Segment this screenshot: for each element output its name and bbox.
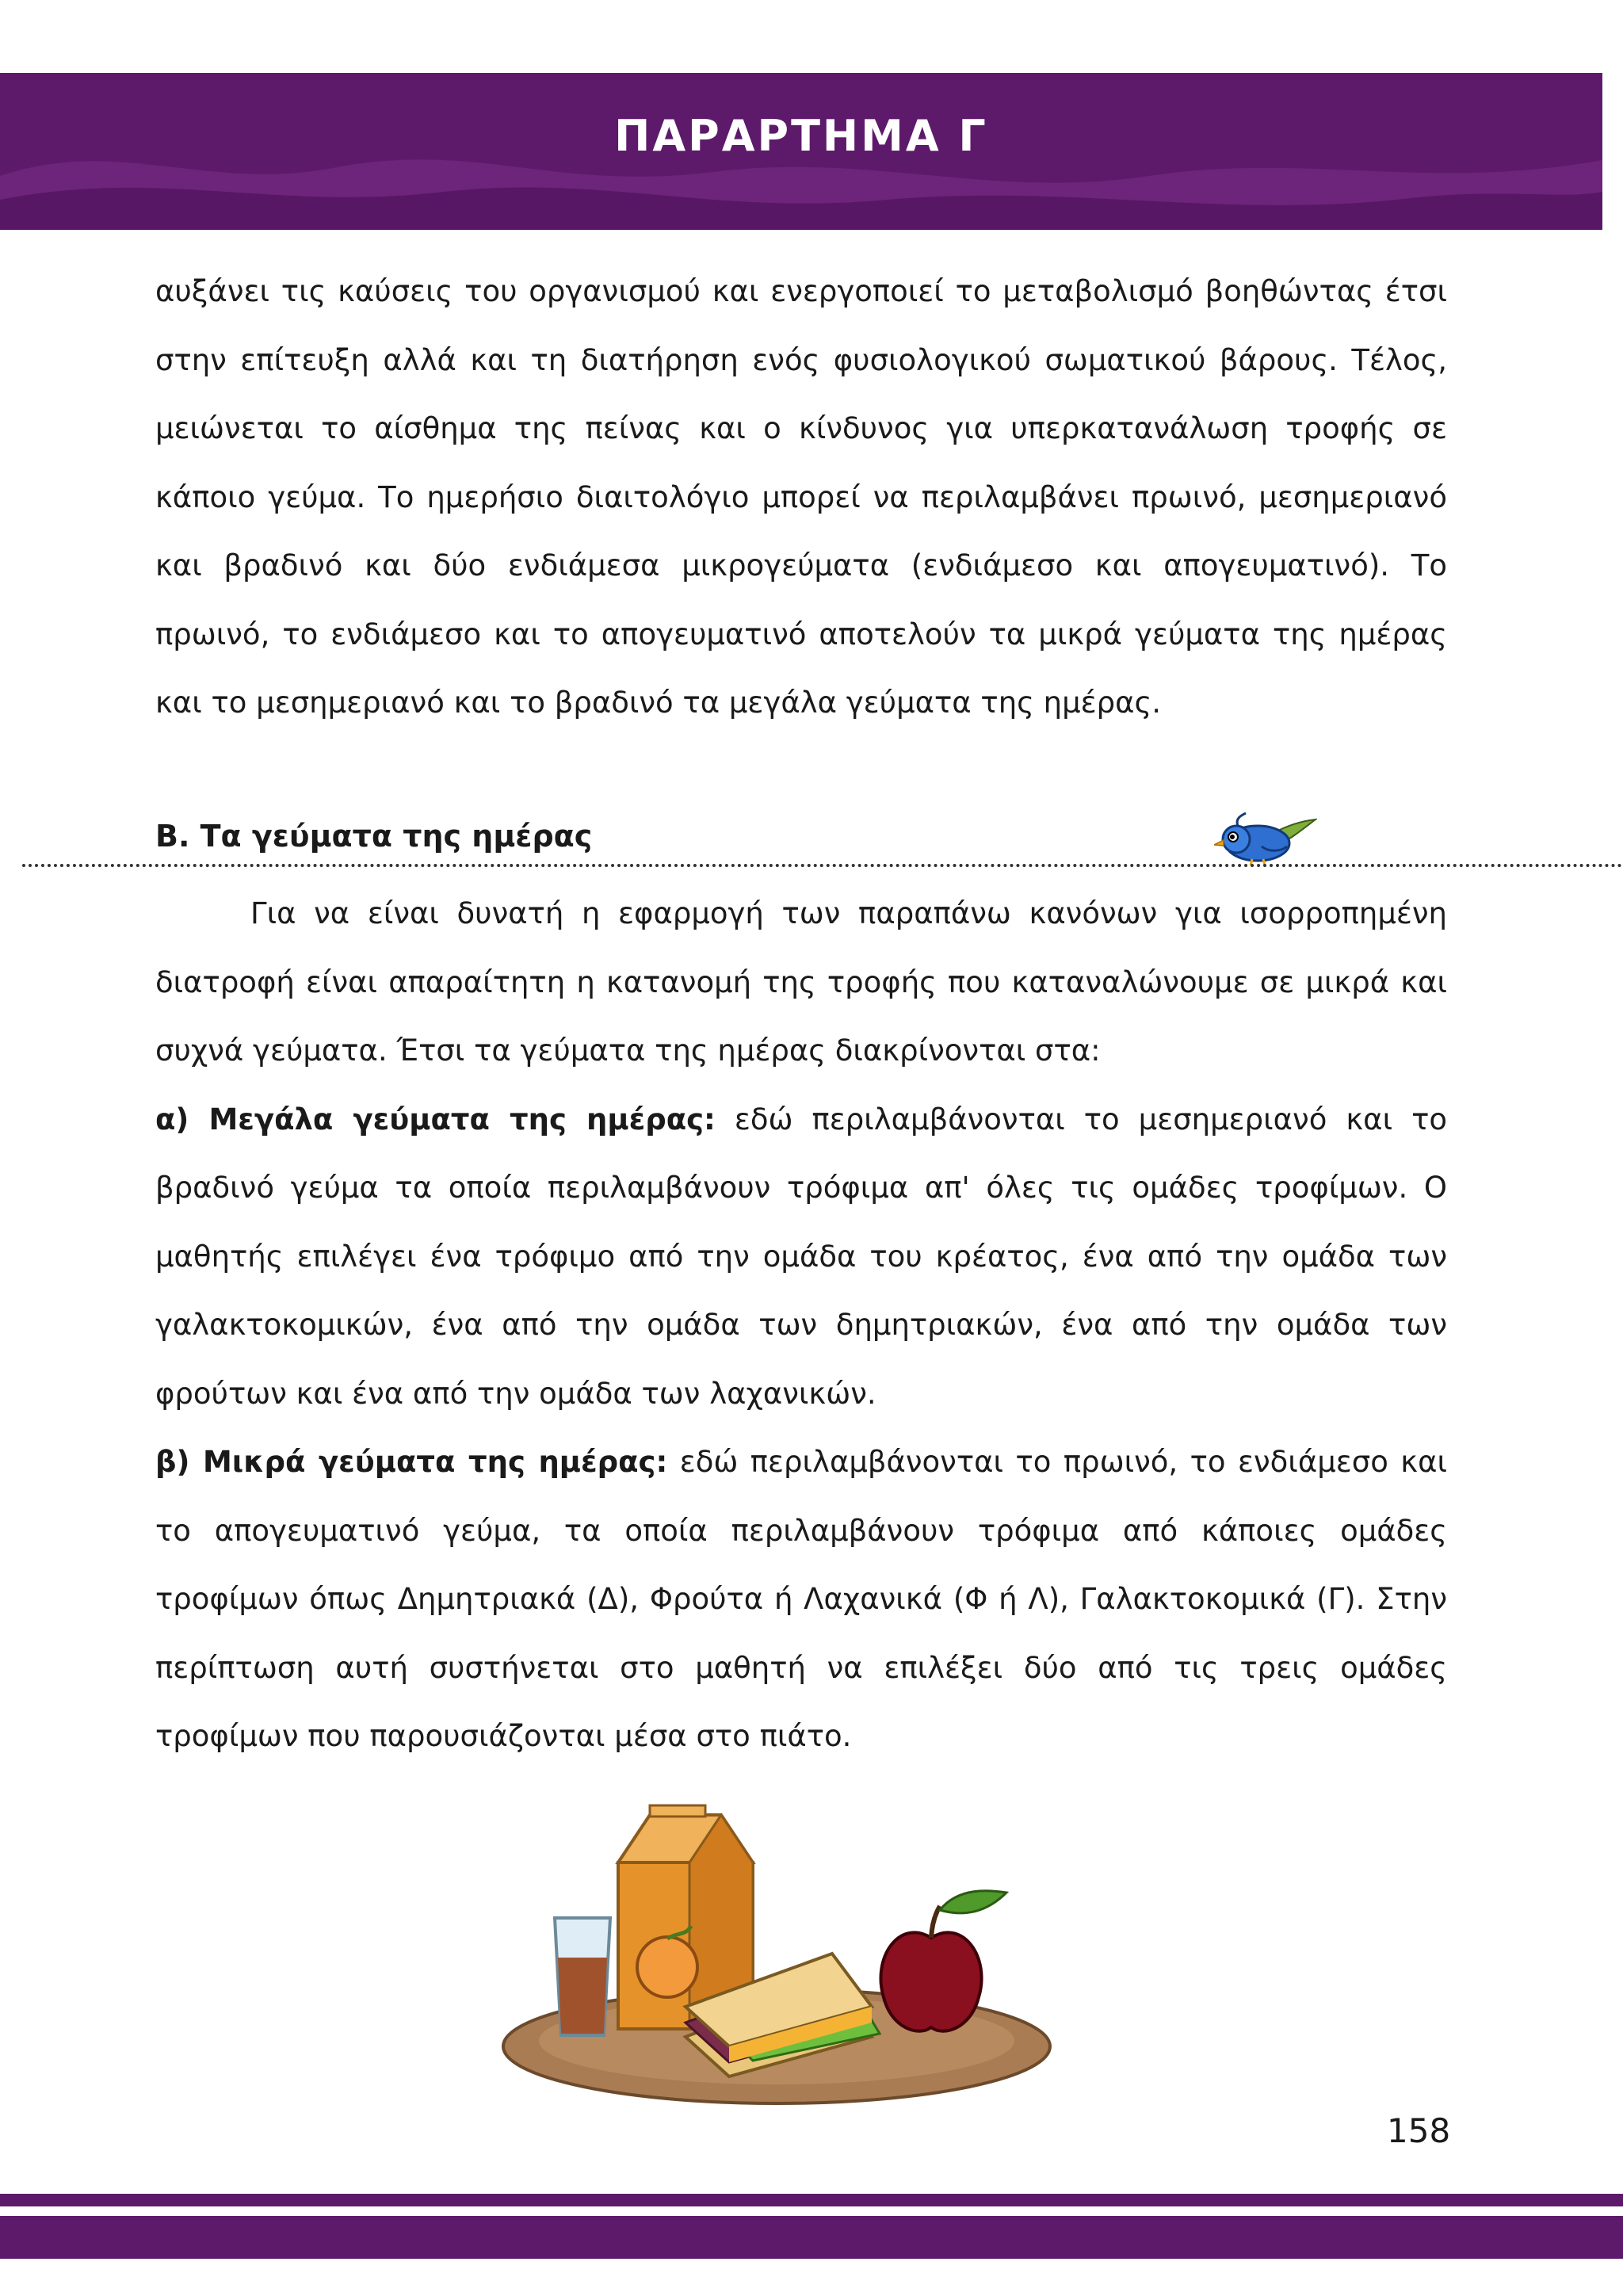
section-heading: Β. Τα γεύματα της ημέρας	[155, 819, 593, 854]
section-divider	[22, 864, 1623, 867]
large-meals-label: α) Μεγάλα γεύματα της ημέρας:	[155, 1102, 716, 1137]
footer-bar-thick	[0, 2216, 1623, 2259]
page-title: ΠΑΡΑΡΤΗΜΑ Γ	[614, 111, 988, 161]
large-meals-text: εδώ περιλαμβάνονται το μεσημεριανό και το βραδινό γεύμα τα οποία περιλαμβάνουν τρόφιμα απ' όλες τις ομάδες τροφίμων. Ο μαθητής επιλέγει ένα τρόφιμο από την ομάδα του κρέατος, ένα από την ομάδα των γαλακτοκομικών, ένα από την ομάδα των δημητριακών, ένα από την ομάδα των φρούτων και ένα από την ομάδα των λαχανικών.	[155, 1102, 1448, 1411]
large-meals-paragraph	[155, 1086, 1447, 1429]
small-meals-text: εδώ περιλαμβάνονται το πρωινό, το ενδιάμεσο και το απογευματινό γεύμα, τα οποία περιλαμβάνουν τρόφιμα από κάποιες ομάδες τροφίμων όπως Δημητριακά (Δ), Φρούτα ή Λαχανικά (Φ ή Λ), Γαλακτοκομικά (Γ). Στην περίπτωση αυτή συστήνεται στο μαθητή να επιλέξει δύο από τις τρεις ομάδες τροφίμων που παρουσιάζονται μέσα στο πιάτο.	[155, 1445, 1447, 1753]
food-plate-illustration	[491, 1799, 1062, 2108]
bird-icon	[1214, 812, 1317, 867]
intro-paragraph: αυξάνει τις καύσεις του οργανισμού και ενεργοποιεί το μεταβολισμό βοηθώντας έτσι στην επίτευξη αλλά και τη διατήρηση ενός φυσιολογικού σωματικού βάρους. Τέλος, μειώνεται το αίσθημα της πείνας και ο κίνδυνος για υπερκατανάλωση τροφής σε κάποιο γεύμα. Το ημερήσιο διαιτολόγιο μπορεί να περιλαμβάνει πρωινό, μεσημεριανό και βραδινό και δύο ενδιάμεσα μικρογεύματα (ενδιάμεσο και απογευματινό). Το πρωινό, το ενδιάμεσο και το απογευματινό αποτελούν τα μικρά γεύματα της ημέρας και το μεσημεριανό και το βραδινό τα μεγάλα γεύματα της ημέρας.	[155, 274, 1447, 720]
header-banner	[0, 73, 1602, 230]
section-intro: Για να είναι δυνατή η εφαρμογή των παραπάνω κανόνων για ισορροπημένη διατροφή είναι απαραίτητη η κατανομή της τροφής που καταναλώνουμε σε μικρά και συχνά γεύματα. Έτσι τα γεύματα της ημέρας διακρίνονται στα:	[155, 896, 1447, 1068]
section-body	[155, 880, 1447, 1771]
small-meals-label: β) Μικρά γεύματα της ημέρας:	[155, 1445, 668, 1479]
intro-text	[155, 258, 1447, 738]
glass-icon	[555, 1918, 610, 2035]
small-meals-paragraph	[155, 1428, 1447, 1771]
page-number: 158	[1387, 2111, 1451, 2150]
footer-bar-thin	[0, 2194, 1623, 2206]
